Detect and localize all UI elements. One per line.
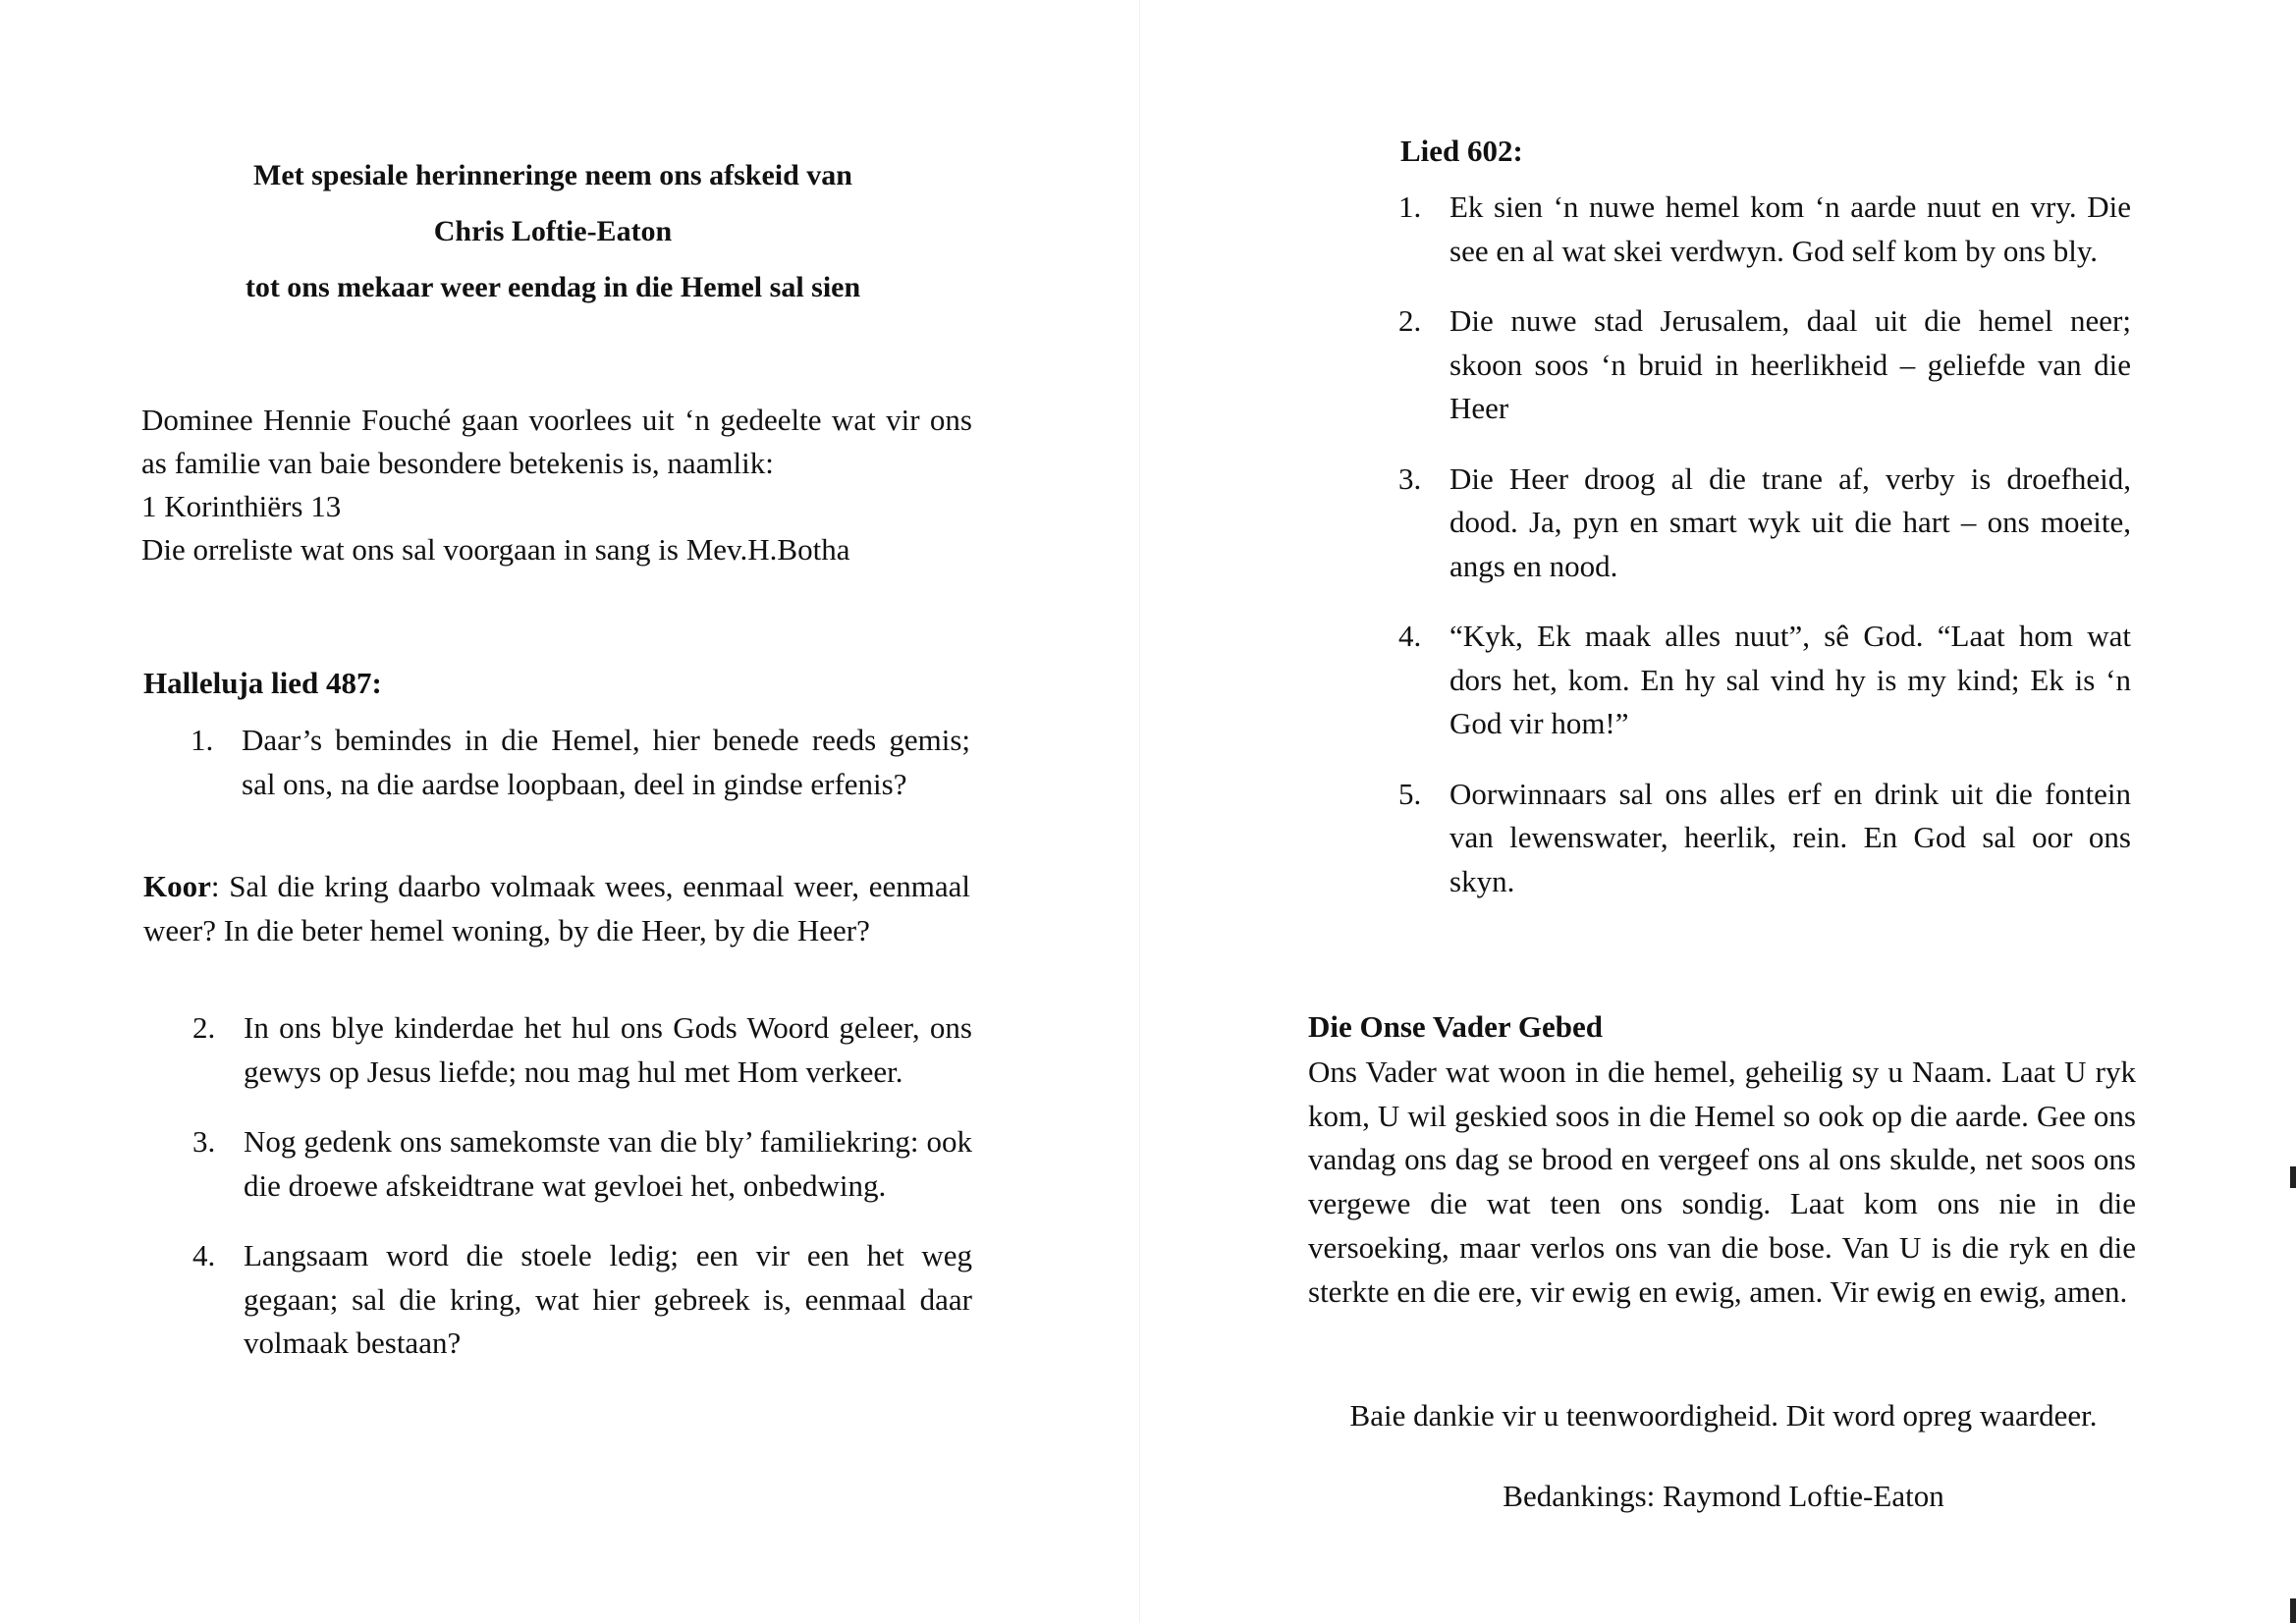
hymn-verse xyxy=(192,1120,972,1208)
verse-text: Nog gedenk ons samekomste van die bly’ familiekring: ook die droewe afskeidtrane wat gevloei het, onbedwing. xyxy=(244,1124,972,1203)
intro-organist: Die orreliste wat ons sal voorgaan in sang is Mev.H.Botha xyxy=(141,532,850,567)
verse-number: 1. xyxy=(191,723,214,757)
hymn-487-title: Halleluja lied 487: xyxy=(143,666,382,700)
prayer-text: Ons Vader wat woon in die hemel, geheilig sy u Naam. Laat U ryk kom, U wil geskied soos in die Hemel so ook op die aarde. Gee ons vandag ons dag se brood en vergeef ons al ons skulde, net soos ons vergewe die wat teen ons sondig. Laat kom ons nie in die versoeking, maar verlos ons van die bose. Van U is die ryk en die sterkte en die ere, vir ewig en ewig, amen. Vir ewig en ewig, amen. xyxy=(1308,1055,2136,1309)
header-name: Chris Loftie-Eaton xyxy=(433,215,673,247)
verse-number: 2. xyxy=(1398,303,1422,338)
page-fold xyxy=(1139,0,1140,1623)
scan-edge-mark-bottom xyxy=(2290,1598,2296,1623)
acknowledgement-line: Bedankings: Raymond Loftie-Eaton xyxy=(1503,1479,1944,1513)
hymn-verse xyxy=(192,1006,972,1094)
verse-text: In ons blye kinderdae het hul ons Gods Woord geleer, ons gewys op Jesus liefde; nou mag hul met Hom verkeer. xyxy=(244,1010,972,1089)
verse-text: “Kyk, Ek maak alles nuut”, sê God. “Laat hom wat dors het, kom. En hy sal vind hy is my kind; Ek is ‘n God vir hom!” xyxy=(1449,619,2131,740)
hymn-verse xyxy=(1398,186,2131,273)
verse-number: 1. xyxy=(1398,189,1422,224)
hymn-487-chorus xyxy=(143,865,970,952)
intro-scripture: 1 Korinthiërs 13 xyxy=(141,489,342,523)
intro-paragraph xyxy=(141,399,972,571)
verse-number: 5. xyxy=(1398,776,1422,811)
verse-text: Daar’s bemindes in die Hemel, hier benede reeds gemis; sal ons, na die aardse loopbaan, deel in gindse erfenis? xyxy=(242,723,1031,801)
verse-text: Langsaam word die stoele ledig; een vir een het weg gegaan; sal die kring, wat hier gebreek is, eenmaal daar volmaak bestaan? xyxy=(244,1238,972,1360)
chorus-label: Koor xyxy=(143,869,211,903)
verse-text: Oorwinnaars sal ons alles erf en drink uit die fontein van lewenswater, heerlik, rein. En God sal oor ons skyn. xyxy=(1449,776,2131,898)
verse-number: 4. xyxy=(1398,619,1422,653)
verse-number: 4. xyxy=(192,1238,216,1272)
hymn-487-verse-list xyxy=(192,1006,972,1392)
thank-you-note: Baie dankie vir u teenwoordigheid. Dit word opreg waardeer. xyxy=(1349,1398,2098,1433)
hymn-verse xyxy=(192,1234,972,1366)
verse-number: 2. xyxy=(192,1010,216,1045)
scan-edge-mark xyxy=(2290,1166,2296,1188)
verse-number: 3. xyxy=(1398,460,1422,496)
intro-reading: Dominee Hennie Fouché gaan voorlees uit ‘n gedeelte wat vir ons as familie van baie besondere betekenis is, naamlik: xyxy=(141,403,972,480)
verse-text: Ek sien ‘n nuwe hemel kom ‘n aarde nuut en vry. Die see en al wat skei verdwyn. God self kom by ons bly. xyxy=(1449,189,2131,268)
hymn-487-verse-1-list xyxy=(191,719,1031,833)
verse-text: Die Heer droog al die trane af, verby is droefheid, dood. Ja, pyn en smart wyk uit die hart – ons moeite, angs en nood. xyxy=(1449,460,2131,583)
header-line-1: Met spesiale herinneringe neem ons afskeid van xyxy=(253,159,852,191)
hymn-verse xyxy=(191,719,1031,806)
hymn-verse xyxy=(1398,299,2131,431)
hymn-verse xyxy=(1398,615,2131,746)
memorial-header xyxy=(137,147,968,315)
verse-number: 3. xyxy=(192,1124,216,1159)
hymn-602-verse-list xyxy=(1398,186,2131,930)
hymn-verse xyxy=(1398,773,2131,904)
chorus-text: : Sal die kring daarbo volmaak wees, eenmaal weer, eenmaal weer? In die beter hemel woning, by die Heer, by die Heer? xyxy=(143,869,970,947)
verse-text: Die nuwe stad Jerusalem, daal uit die hemel neer; skoon soos ‘n bruid in heerlikheid – geliefde van die Heer xyxy=(1449,303,2131,425)
hymn-verse xyxy=(1398,458,2131,589)
prayer-title: Die Onse Vader Gebed xyxy=(1308,1009,1603,1044)
hymn-602-title: Lied 602: xyxy=(1400,134,1523,168)
header-line-3: tot ons mekaar weer eendag in die Hemel sal sien xyxy=(245,271,861,303)
